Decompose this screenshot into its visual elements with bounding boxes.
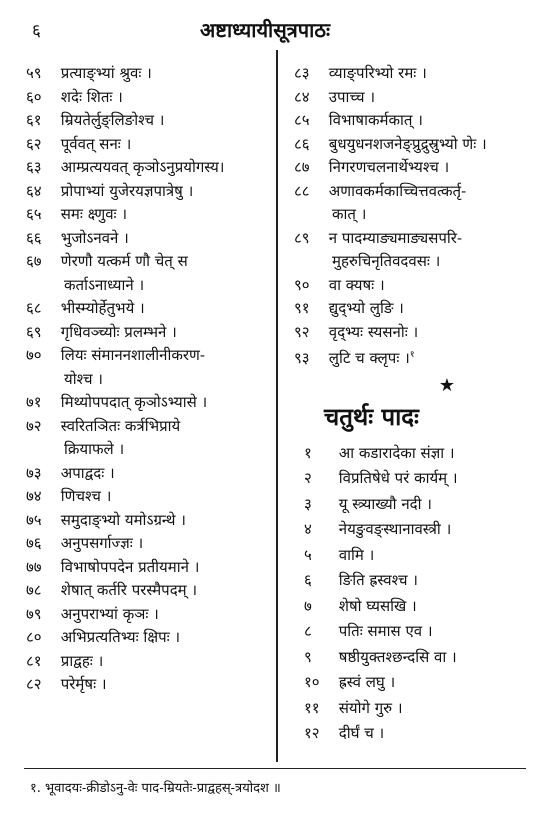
sutra-line — [26, 156, 274, 180]
sutra-line — [26, 109, 274, 133]
sutra-text: भीस्म्योर्हेतुभये । — [60, 299, 145, 317]
sutra-text: संयोगे गुरु । — [338, 698, 403, 717]
sutra-line — [294, 696, 530, 722]
sutra-line — [26, 509, 274, 533]
sutra-text: भुजोऽनवने । — [60, 228, 129, 247]
sutra-text: अणावकर्मकाच्चित्तवत्कर्तृ- — [328, 181, 467, 200]
sutra-line — [294, 619, 530, 645]
sutra-text: गृधिवञ्च्योः प्रलम्भने । — [60, 322, 177, 341]
sutra-line — [26, 321, 274, 345]
sutra-number: ९० — [294, 275, 310, 294]
sutra-line — [294, 645, 530, 671]
sutra-line — [294, 517, 530, 543]
sutra-number: ९२ — [294, 322, 310, 341]
sutra-text: अभिप्रत्यतिभ्यः क्षिपः । — [60, 628, 181, 646]
sutra-number: ८९ — [294, 228, 310, 247]
sutra-text: यू स्त्र्याख्यौ नदी । — [338, 494, 432, 513]
sutra-line — [294, 543, 530, 569]
sutra-text: शेषो घ्यसखि । — [338, 596, 417, 615]
sutra-line — [26, 227, 274, 251]
sutra-number: ६९ — [26, 322, 42, 341]
sutra-line — [26, 626, 274, 650]
sutra-number: ७६ — [26, 534, 42, 552]
sutra-text: प्राद्वहः । — [60, 651, 104, 670]
sutra-line — [26, 462, 274, 486]
sutra-text: लुटि च क्लृपः । — [328, 349, 410, 367]
sutra-number: ८० — [26, 628, 42, 646]
sutra-text: विभाषाकर्मकात् । — [328, 111, 423, 129]
sutra-text: समुदाङ्भ्यो यमोऽग्रन्थे । — [60, 510, 186, 529]
right-sutra-list — [294, 62, 530, 371]
sutra-number: ९ — [304, 647, 312, 666]
sutra-text: प्रोपाभ्यां युजेरयज्ञपात्रेषु । — [60, 181, 194, 200]
sutra-line — [294, 721, 530, 747]
sutra-line — [26, 180, 274, 204]
sutra-line — [26, 250, 274, 274]
sutra-continuation: क्रियाफले । — [64, 440, 125, 458]
sutra-text: व्याङ्परिभ्यो रमः । — [328, 64, 427, 82]
sutra-line — [294, 62, 530, 86]
sutra-text: मिथ्योपपदात् कृञोऽभ्यासे । — [60, 393, 208, 411]
sutra-line — [294, 321, 530, 345]
sutra-line — [26, 532, 274, 556]
sutra-line — [294, 297, 530, 321]
page-number: ६ — [32, 21, 41, 41]
sutra-text: वामि । — [338, 545, 375, 564]
sutra-number: ७० — [26, 346, 42, 364]
sutra-number: ६६ — [26, 228, 42, 247]
sutra-continuation: योश्च । — [64, 369, 103, 388]
sutra-number: ७ — [304, 596, 312, 615]
sutra-line — [294, 344, 530, 371]
section-sutra-list — [294, 441, 530, 747]
column-divider — [276, 50, 278, 762]
sutra-number: ८६ — [294, 134, 310, 153]
sutra-continuation: कर्ताऽनाध्याने । — [64, 275, 145, 294]
sutra-text: णेरणौ यत्कर्म णौ चेत् स — [60, 252, 188, 270]
sutra-text: आम्प्रत्ययवत् कृञोऽनुप्रयोगस्य। — [60, 158, 225, 176]
sutra-line — [294, 568, 530, 594]
sutra-text: अपाद्वदः । — [60, 463, 115, 482]
sutra-number: ९३ — [294, 349, 310, 367]
sutra-text: नेयङुवङ्स्थानावस्त्री । — [338, 520, 452, 538]
sutra-number: ८७ — [294, 158, 310, 176]
footnote-rule — [24, 768, 526, 769]
sutra-line — [26, 650, 274, 674]
sutra-number: ७५ — [26, 510, 42, 529]
sutra-number: ८ — [304, 622, 312, 640]
sutra-text: न पादम्याङ्यमाङ्यसपरि- — [328, 228, 463, 247]
sutra-text: पूर्ववत् सनः । — [60, 134, 132, 153]
sutra-number: ६७ — [26, 252, 42, 270]
sutra-number: ६३ — [26, 158, 42, 176]
sutra-number: ११ — [304, 698, 320, 717]
sutra-number: ९१ — [294, 299, 310, 317]
sutra-number: ८८ — [294, 181, 310, 200]
sutra-number: ६० — [26, 87, 42, 106]
sutra-line — [294, 492, 530, 518]
sutra-text: परेर्मृषः । — [60, 675, 107, 693]
sutra-number: १० — [304, 673, 320, 691]
sutra-text: शेषात् कर्तरि परस्मैपदम् । — [60, 581, 198, 599]
sutra-number: ७१ — [26, 393, 42, 411]
sutra-line — [26, 556, 274, 580]
sutra-line — [26, 391, 274, 415]
sutra-continuation: मुहरुचिनृतिवदवसः । — [332, 252, 441, 270]
sutra-line — [26, 297, 274, 321]
sutra-line — [294, 441, 530, 467]
sutra-line — [26, 485, 274, 509]
sutra-text: दीर्घं च । — [338, 724, 385, 742]
sutra-text: षष्ठीयुक्तश्छन्दसि वा । — [338, 647, 457, 666]
sutra-text: अनुपराभ्यां कृञः । — [60, 604, 159, 623]
sutra-text: आ कडारादेका संज्ञा । — [338, 443, 455, 462]
sutra-line — [294, 156, 530, 180]
sutra-number: ५ — [304, 545, 312, 564]
sutra-text: पतिः समास एव । — [338, 622, 433, 640]
sutra-text: प्रत्याङ्भ्यां श्रुवः । — [60, 64, 152, 82]
sutra-text: निगरणचलनार्थेभ्यश्च । — [328, 158, 450, 176]
sutra-text: शदेः शितः । — [60, 87, 123, 106]
sutra-number: ८४ — [294, 87, 310, 106]
section-title: चतुर्थः पादः — [324, 401, 419, 431]
sutra-line — [26, 579, 274, 603]
sutra-number: ६५ — [26, 205, 42, 223]
sutra-line — [26, 415, 274, 439]
sutra-line — [26, 86, 274, 110]
sutra-text: बुधयुधनशजनेङ्प्रुद्रुस्रुभ्यो णेः । — [328, 134, 487, 153]
sutra-number: ७२ — [26, 416, 42, 435]
sutra-text: स्वरितञितः कर्त्रभिप्राये — [60, 416, 181, 435]
sutra-text: लियः संमाननशालीनीकरण- — [60, 346, 205, 364]
sutra-number: ५९ — [26, 64, 42, 82]
sutra-line — [294, 227, 530, 251]
sutra-number: ४ — [304, 520, 312, 538]
sutra-line — [294, 86, 530, 110]
footnote-marker: १ — [409, 350, 415, 360]
sutra-text: विभाषोपपदेन प्रतीयमाने । — [60, 557, 200, 576]
sutra-number: ६८ — [26, 299, 42, 317]
sutra-number: ७९ — [26, 604, 42, 623]
sutra-number: २ — [304, 469, 312, 487]
sutra-number: ७४ — [26, 487, 42, 505]
sutra-line — [26, 673, 274, 697]
sutra-number: ८१ — [26, 651, 42, 670]
sutra-text: द्युद्भ्यो लुङि । — [328, 299, 404, 317]
sutra-text: ङिति ह्रस्वश्च । — [338, 571, 418, 589]
sutra-line — [26, 344, 274, 368]
sutra-number: १ — [304, 443, 312, 462]
sutra-number: ६ — [304, 571, 312, 589]
footnote: १. भूवादयः-क्रीडोऽनु-वेः पाद-म्रियतेः-प्राद्वहस्-त्रयोदश ॥ — [30, 781, 281, 796]
sutra-line — [294, 594, 530, 620]
sutra-continuation: कात् । — [332, 205, 367, 223]
sutra-line — [26, 203, 274, 227]
sutra-number: ८५ — [294, 111, 310, 129]
sutra-line — [294, 670, 530, 696]
sutra-number: ६२ — [26, 134, 42, 153]
sutra-text: म्रियतेर्लुङ्लिङोश्च । — [60, 111, 165, 129]
sutra-number: ६४ — [26, 181, 42, 200]
sutra-line — [294, 466, 530, 492]
sutra-line — [294, 274, 530, 298]
sutra-number: ८३ — [294, 64, 310, 82]
sutra-number: ७७ — [26, 557, 42, 576]
star-divider-icon: ★ — [438, 374, 456, 396]
sutra-line — [294, 109, 530, 133]
sutra-line — [26, 133, 274, 157]
sutra-text: णिचश्च । — [60, 487, 112, 505]
sutra-line — [294, 133, 530, 157]
sutra-text: ह्रस्वं लघु । — [338, 673, 396, 691]
sutra-number: ३ — [304, 494, 312, 513]
sutra-number: ७३ — [26, 463, 42, 482]
sutra-number: १२ — [304, 724, 320, 742]
sutra-number: ७८ — [26, 581, 42, 599]
sutra-number: ८२ — [26, 675, 42, 693]
left-column — [26, 62, 274, 697]
sutra-text: वा क्यषः । — [328, 275, 385, 294]
sutra-text: अनुपसर्गाज्ज्ञः । — [60, 534, 144, 552]
sutra-line — [294, 180, 530, 204]
sutra-line — [26, 62, 274, 86]
sutra-number: ६१ — [26, 111, 42, 129]
sutra-text: विप्रतिषेधे परं कार्यम् । — [338, 469, 458, 487]
sutra-line — [26, 603, 274, 627]
page-title: अष्टाध्यायीसूत्रपाठः — [200, 18, 330, 42]
sutra-text: वृद्भ्यः स्यसनोः । — [328, 322, 419, 341]
sutra-text: उपाच्च । — [328, 87, 376, 106]
right-column — [294, 62, 530, 747]
sutra-text: समः क्ष्णुवः । — [60, 205, 128, 223]
